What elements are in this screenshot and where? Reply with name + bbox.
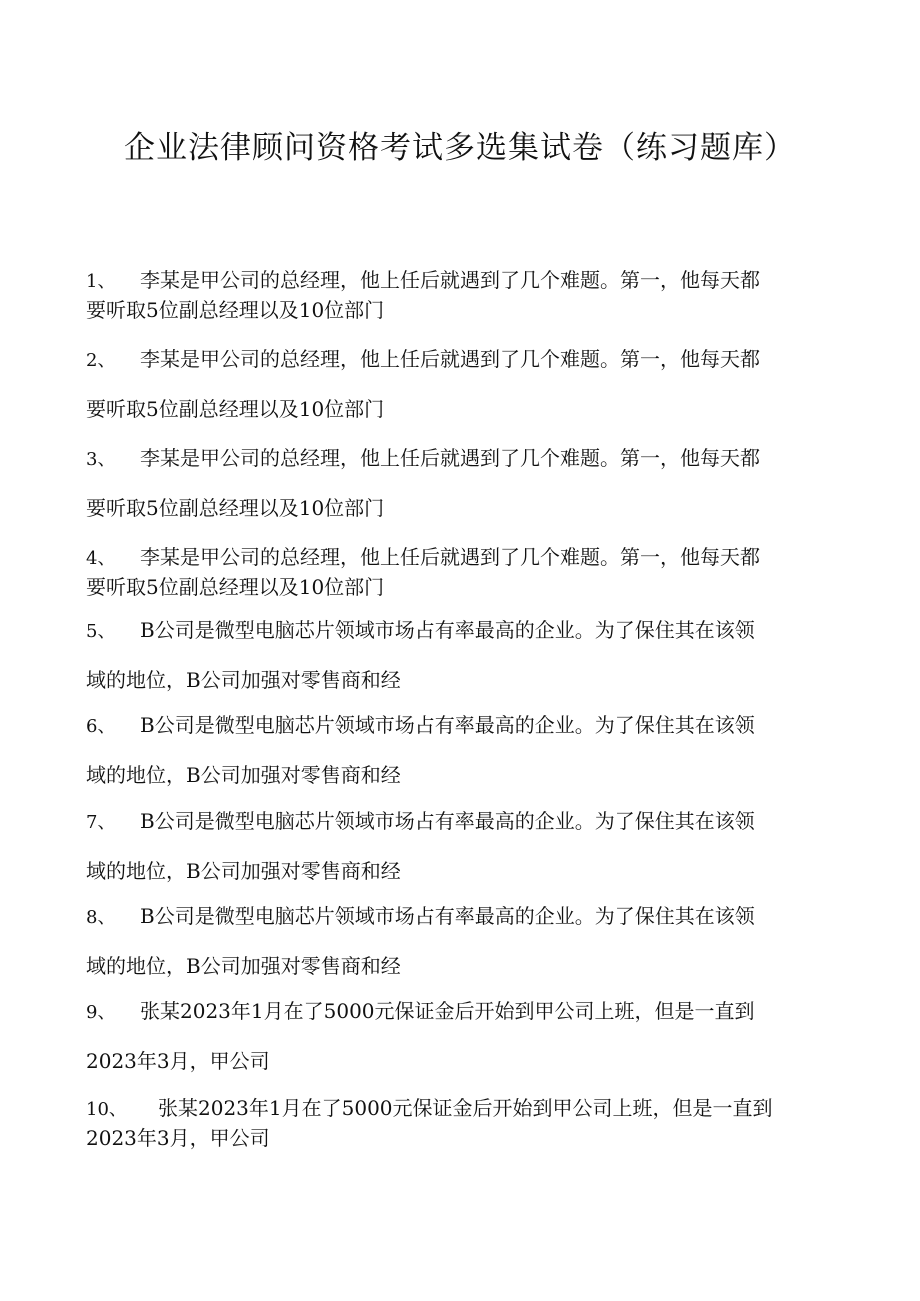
question-item — [86, 444, 826, 522]
question-text: 李某是甲公司的总经理，他上任后就遇到了几个难题。第一，他每天都 — [140, 446, 760, 470]
question-line-2: 域的地位，B公司加强对零售商和经 — [86, 954, 401, 978]
question-item — [86, 807, 826, 885]
question-item — [86, 543, 826, 601]
question-line-1 — [86, 345, 826, 375]
question-number: 7、 — [86, 812, 116, 833]
question-line-2: 域的地位，B公司加强对零售商和经 — [86, 668, 401, 692]
question-item — [86, 1094, 826, 1152]
question-line-1 — [86, 266, 826, 296]
question-text: B公司是微型电脑芯片领域市场占有率最高的企业。为了保住其在该领 — [140, 713, 755, 737]
question-number: 2、 — [86, 350, 116, 371]
question-line-2: 2023年3月，甲公司 — [86, 1126, 270, 1150]
question-line-2: 域的地位，B公司加强对零售商和经 — [86, 859, 401, 883]
question-number: 3、 — [86, 449, 116, 470]
question-item — [86, 711, 826, 789]
question-text: 李某是甲公司的总经理，他上任后就遇到了几个难题。第一，他每天都 — [140, 545, 760, 569]
question-number: 1、 — [86, 271, 116, 292]
question-line-1 — [86, 543, 826, 573]
question-line-1 — [86, 807, 826, 837]
question-line-1 — [86, 444, 826, 474]
question-item — [86, 616, 826, 694]
question-number: 4、 — [86, 548, 116, 569]
question-line-2: 2023年3月，甲公司 — [86, 1049, 270, 1073]
question-line-1 — [86, 997, 826, 1027]
question-line-1 — [86, 902, 826, 932]
question-text: B公司是微型电脑芯片领域市场占有率最高的企业。为了保住其在该领 — [140, 809, 755, 833]
question-line-2: 域的地位，B公司加强对零售商和经 — [86, 763, 401, 787]
question-text: B公司是微型电脑芯片领域市场占有率最高的企业。为了保住其在该领 — [140, 618, 755, 642]
document-title: 企业法律顾问资格考试多选集试卷（练习题库） — [124, 130, 796, 166]
question-text: 李某是甲公司的总经理，他上任后就遇到了几个难题。第一，他每天都 — [140, 268, 760, 292]
question-text: 张某2023年1月在了5000元保证金后开始到甲公司上班，但是一直到 — [158, 1096, 773, 1120]
question-text: 张某2023年1月在了5000元保证金后开始到甲公司上班，但是一直到 — [140, 999, 755, 1023]
question-text: 李某是甲公司的总经理，他上任后就遇到了几个难题。第一，他每天都 — [140, 347, 760, 371]
question-line-2: 要听取5位副总经理以及10位部门 — [86, 397, 385, 421]
question-line-2: 要听取5位副总经理以及10位部门 — [86, 298, 385, 322]
question-item — [86, 266, 826, 324]
question-line-2: 要听取5位副总经理以及10位部门 — [86, 575, 385, 599]
question-line-2: 要听取5位副总经理以及10位部门 — [86, 496, 385, 520]
question-line-1 — [86, 616, 826, 646]
question-item — [86, 902, 826, 980]
question-number: 9、 — [86, 1002, 116, 1023]
question-number: 5、 — [86, 621, 116, 642]
question-item — [86, 345, 826, 423]
question-number: 8、 — [86, 907, 116, 928]
question-line-1 — [86, 1094, 826, 1124]
question-number: 6、 — [86, 716, 116, 737]
question-number: 10、 — [86, 1099, 127, 1120]
question-item — [86, 997, 826, 1075]
question-text: B公司是微型电脑芯片领域市场占有率最高的企业。为了保住其在该领 — [140, 904, 755, 928]
question-line-1 — [86, 711, 826, 741]
